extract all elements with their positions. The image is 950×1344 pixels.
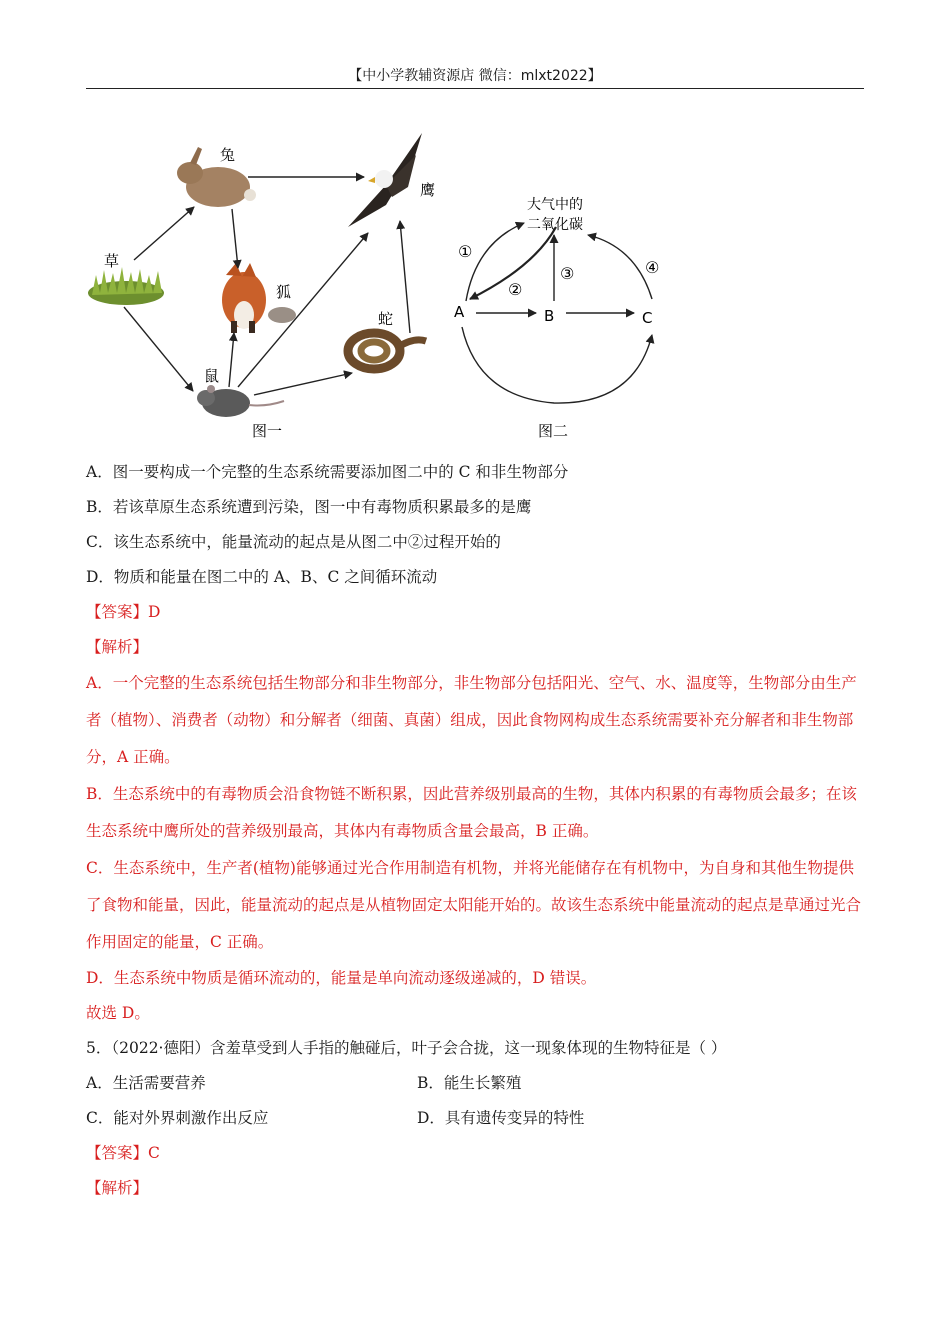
label-eagle: 鹰 <box>420 181 436 199</box>
q5-option-b: B．能生长繁殖 <box>417 1074 522 1092</box>
q5-options-row-2 <box>86 1101 866 1136</box>
arrow-mouse-to-snake <box>254 373 352 395</box>
co2-label-line1: 大气中的 <box>527 197 583 213</box>
q5-options-row-1 <box>86 1066 866 1101</box>
arrow-grass-to-rabbit <box>134 207 194 260</box>
q5-option-d: D．具有遗传变异的特性 <box>417 1109 585 1127</box>
q4-option-d: D．物质和能量在图二中的 A、B、C 之间循环流动 <box>86 568 438 586</box>
label-rabbit: 兔 <box>220 146 236 164</box>
co2-label-line2: 二氧化碳 <box>527 217 583 233</box>
q5-analysis-title: 【解析】 <box>86 1179 149 1197</box>
q5-option-c: C．能对外界刺激作出反应 <box>86 1109 269 1127</box>
process-2-label: ② <box>508 280 523 299</box>
q4-option-b: B．若该草原生态系统遭到污染，图一中有毒物质积累最多的是鹰 <box>86 498 532 516</box>
q4-analysis-title: 【解析】 <box>86 638 149 656</box>
process-4-label: ④ <box>645 258 660 277</box>
q4-option-a: A．图一要构成一个完整的生态系统需要添加图二中的 C 和非生物部分 <box>86 463 569 481</box>
mouse-image <box>197 385 284 417</box>
q5-answer: 【答案】C <box>86 1144 160 1162</box>
rabbit-image <box>177 147 256 207</box>
figure-1-label: 图一 <box>252 422 283 440</box>
label-snake: 蛇 <box>378 310 394 328</box>
q5-option-a: A．生活需要营养 <box>86 1074 206 1092</box>
node-a: A <box>454 303 465 321</box>
food-web-carbon-cycle-diagram <box>86 125 686 455</box>
label-mouse: 鼠 <box>204 367 220 385</box>
q4-analysis-d: D．生态系统中物质是循环流动的，能量是单向流动逐级递减的，D 错误。 <box>86 969 597 987</box>
page-header: 【中小学教辅资源店 微信：mlxt2022】 <box>86 66 864 89</box>
question-figure <box>86 125 686 455</box>
q4-analysis-b: B．生态系统中的有毒物质会沿食物链不断积累，因此营养级别最高的生物，其体内积累的有毒物质会最多；在该生态系统中鹰所处的营养级别最高，其体内有毒物质含量会最高，B 正确。 <box>86 785 857 840</box>
q4-analysis-c: C．生态系统中，生产者(植物)能够通过光合作用制造有机物，并将光能储存在有机物中，为自身和其他生物提供了食物和能量，因此，能量流动的起点是从植物固定太阳能开始的。故该生态系统中能量流动的起点是草通过光合作用固定的能量，C 正确。 <box>86 859 862 951</box>
process-1-label: ① <box>458 242 473 261</box>
label-grass: 草 <box>104 252 120 270</box>
process-3-label: ③ <box>560 264 575 283</box>
arrow-a-to-c <box>462 327 652 403</box>
label-fox: 狐 <box>276 283 292 301</box>
node-b: B <box>544 307 555 325</box>
q4-option-c: C．该生态系统中，能量流动的起点是从图二中②过程开始的 <box>86 533 501 551</box>
question-content <box>86 455 866 1206</box>
q4-conclusion: 故选 D。 <box>86 1004 150 1022</box>
arrow-grass-to-mouse <box>124 307 193 391</box>
node-c: C <box>642 309 653 327</box>
figure-2-label: 图二 <box>538 422 569 440</box>
arrow-mouse-to-fox <box>229 333 234 387</box>
q4-analysis-a: A．一个完整的生态系统包括生物部分和非生物部分，非生物部分包括阳光、空气、水、温度等，生物部分由生产者（植物）、消费者（动物）和分解者（细菌、真菌）组成，因此食物网构成生态系统需要补充分解者和非生物部分，A 正确。 <box>86 674 857 766</box>
q4-answer: 【答案】D <box>86 603 161 621</box>
arrow-c-to-co2 <box>588 235 652 299</box>
grass-image <box>88 267 164 305</box>
arrow-rabbit-to-fox <box>232 209 238 268</box>
eagle-image <box>348 133 422 227</box>
arrow-snake-to-eagle <box>400 221 410 333</box>
carbon-cycle-arrows <box>462 223 652 403</box>
q5-stem: 5．（2022·德阳）含羞草受到人手指的触碰后，叶子会合拢，这一现象体现的生物特征是（ ） <box>86 1039 727 1057</box>
snake-image <box>348 333 426 369</box>
